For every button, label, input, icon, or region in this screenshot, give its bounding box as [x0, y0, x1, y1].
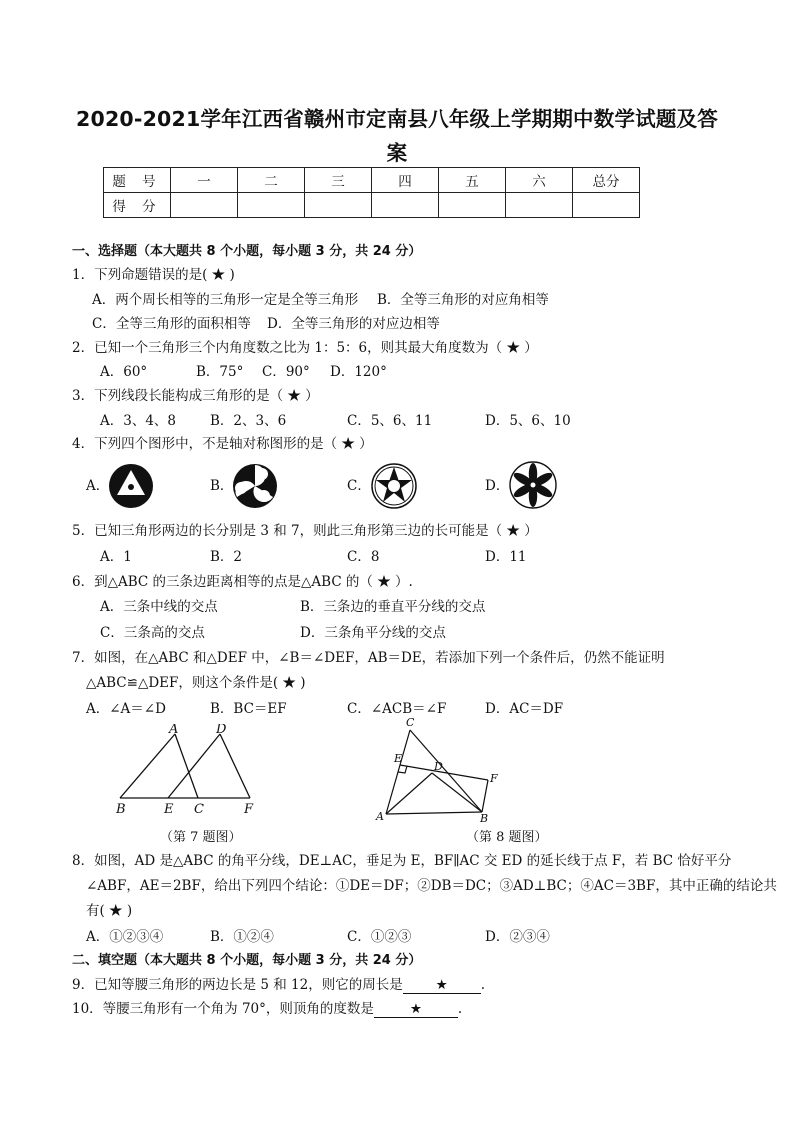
q8-option-a: A．①②③④ — [86, 929, 164, 945]
q7-figure — [110, 724, 260, 816]
score-value-row — [104, 193, 640, 218]
q6-option-c: C．三条高的交点 — [100, 625, 205, 641]
score-header-cell: 五 — [439, 168, 506, 193]
score-empty-cell — [439, 193, 506, 218]
score-empty-cell — [171, 193, 238, 218]
q4-option-d: D． — [485, 478, 510, 494]
q7-label: D — [216, 724, 227, 737]
q4-figure-d — [508, 460, 558, 510]
score-empty-cell — [506, 193, 573, 218]
q9-text: 9．已知等腰三角形的两边长是 5 和 12，则它的周长是 — [72, 977, 403, 993]
q8-option-b: B．①②④ — [210, 929, 274, 945]
q9-answer-blank: ★ — [403, 977, 481, 994]
q2-stem: 2．已知一个三角形三个内角度数之比为 1：5：6，则其最大角度数为（ ★ ） — [72, 340, 538, 356]
q3-option-a: A．3、4、8 — [100, 413, 177, 429]
q10 — [72, 1000, 462, 1018]
q2-option-c: C．90° — [262, 364, 310, 380]
q5-option-d: D．11 — [485, 549, 527, 565]
score-row-label: 得 分 — [104, 193, 171, 218]
q9-end: . — [480, 977, 486, 993]
q9 — [72, 976, 485, 994]
title-line-2: 案 — [386, 141, 408, 165]
q7-stem-line-1: 7．如图，在△ABC 和△DEF 中，∠B＝∠DEF，AB＝DE，若添加下列一个条件后，仍然不能证明 — [72, 650, 665, 666]
q8-label: B — [480, 812, 489, 824]
page-title — [60, 102, 734, 170]
q7-figure-caption: （第 7 题图） — [160, 830, 242, 845]
q4-figure-b — [231, 462, 279, 510]
section-2-heading: 二、填空题（本大题共 8 个小题，每小题 3 分，共 24 分） — [72, 953, 422, 968]
q8-option-c: C．①②③ — [347, 929, 412, 945]
q7-label: C — [194, 802, 204, 816]
q2-option-b: B．75° — [196, 364, 244, 380]
score-header-cell: 总分 — [573, 168, 640, 193]
q7-label: F — [244, 802, 254, 816]
q5-option-b: B．2 — [210, 549, 243, 565]
score-empty-cell — [305, 193, 372, 218]
q5-option-a: A．1 — [100, 549, 132, 565]
q8-figure-caption: （第 8 题图） — [466, 830, 548, 845]
section-1-heading: 一、选择题（本大题共 8 个小题，每小题 3 分，共 24 分） — [72, 244, 422, 259]
q6-stem: 6．到△ABC 的三条边距离相等的点是△ABC 的（ ★ ）. — [72, 574, 413, 590]
q8-label: F — [490, 772, 498, 785]
q8-stem-line-3: 有( ★ ) — [86, 903, 133, 919]
q4-figure-a — [107, 462, 155, 510]
q8-figure — [372, 716, 502, 824]
score-header-cell: 题 号 — [104, 168, 171, 193]
q8-option-d: D．②③④ — [485, 929, 550, 945]
q1-option-d: D．全等三角形的对应边相等 — [267, 316, 440, 332]
q2-option-a: A．60° — [100, 364, 148, 380]
score-empty-cell — [573, 193, 640, 218]
q1-stem: 1．下列命题错误的是( ★ ) — [72, 267, 235, 283]
q1-option-c: C．全等三角形的面积相等 — [92, 316, 251, 332]
q7-option-c: C．∠ACB＝∠F — [347, 701, 447, 717]
score-header-row — [104, 168, 640, 193]
q7-label: E — [164, 802, 174, 816]
score-header-cell: 四 — [372, 168, 439, 193]
q7-label: B — [116, 802, 126, 816]
score-empty-cell — [372, 193, 439, 218]
score-header-cell: 三 — [305, 168, 372, 193]
q8-label: C — [406, 716, 415, 729]
q5-option-c: C．8 — [347, 549, 380, 565]
q2-option-d: D．120° — [330, 364, 387, 380]
q6-option-d: D．三条角平分线的交点 — [300, 625, 446, 641]
q3-stem: 3．下列线段长能构成三角形的是（ ★ ） — [72, 388, 319, 404]
q1-option-a: A．两个周长相等的三角形一定是全等三角形 — [92, 292, 359, 308]
q8-label: A — [376, 810, 384, 823]
q5-stem: 5．已知三角形两边的长分别是 3 和 7，则此三角形第三边的长可能是（ ★ ） — [72, 523, 538, 539]
q4-option-c: C． — [347, 478, 371, 494]
q1-option-b: B．全等三角形的对应角相等 — [377, 292, 549, 308]
score-header-cell: 一 — [171, 168, 238, 193]
q7-option-b: B．BC＝EF — [210, 701, 287, 717]
q7-option-d: D．AC＝DF — [485, 701, 564, 717]
q6-option-b: B．三条边的垂直平分线的交点 — [300, 599, 486, 615]
q7-stem-line-2: △ABC≌△DEF，则这个条件是( ★ ) — [86, 675, 306, 691]
q4-option-a: A． — [86, 478, 110, 494]
score-empty-cell — [238, 193, 305, 218]
q10-end: . — [457, 1001, 463, 1017]
q3-option-d: D．5、6、10 — [485, 413, 571, 429]
q4-stem: 4．下列四个图形中，不是轴对称图形的是（ ★ ） — [72, 436, 373, 452]
score-header-cell: 六 — [506, 168, 573, 193]
q7-label: A — [169, 724, 179, 737]
title-line-1: 2020-2021学年江西省赣州市定南县八年级上学期期中数学试题及答 — [76, 107, 718, 131]
score-header-cell: 二 — [238, 168, 305, 193]
q8-label: E — [394, 752, 403, 765]
q3-option-c: C．5、6、11 — [347, 413, 433, 429]
q8-label: D — [434, 760, 443, 773]
q8-stem-line-1: 8．如图，AD 是△ABC 的角平分线，DE⊥AC，垂足为 E，BF∥AC 交 ED 的延长线于点 F，若 BC 恰好平分 — [72, 853, 732, 869]
q10-text: 10．等腰三角形有一个角为 70°，则顶角的度数是 — [72, 1001, 374, 1017]
q8-stem-line-2: ∠ABF，AE＝2BF，给出下列四个结论：①DE＝DF；②DB＝DC；③AD⊥BC；④AC＝3BF，其中正确的结论共 — [86, 878, 777, 894]
q6-option-a: A．三条中线的交点 — [100, 599, 218, 615]
q7-option-a: A．∠A＝∠D — [86, 701, 166, 717]
q3-option-b: B．2、3、6 — [210, 413, 287, 429]
q4-option-b: B． — [210, 478, 234, 494]
q4-figure-c — [370, 462, 418, 510]
score-table — [103, 167, 640, 218]
q10-answer-blank: ★ — [374, 1001, 458, 1018]
